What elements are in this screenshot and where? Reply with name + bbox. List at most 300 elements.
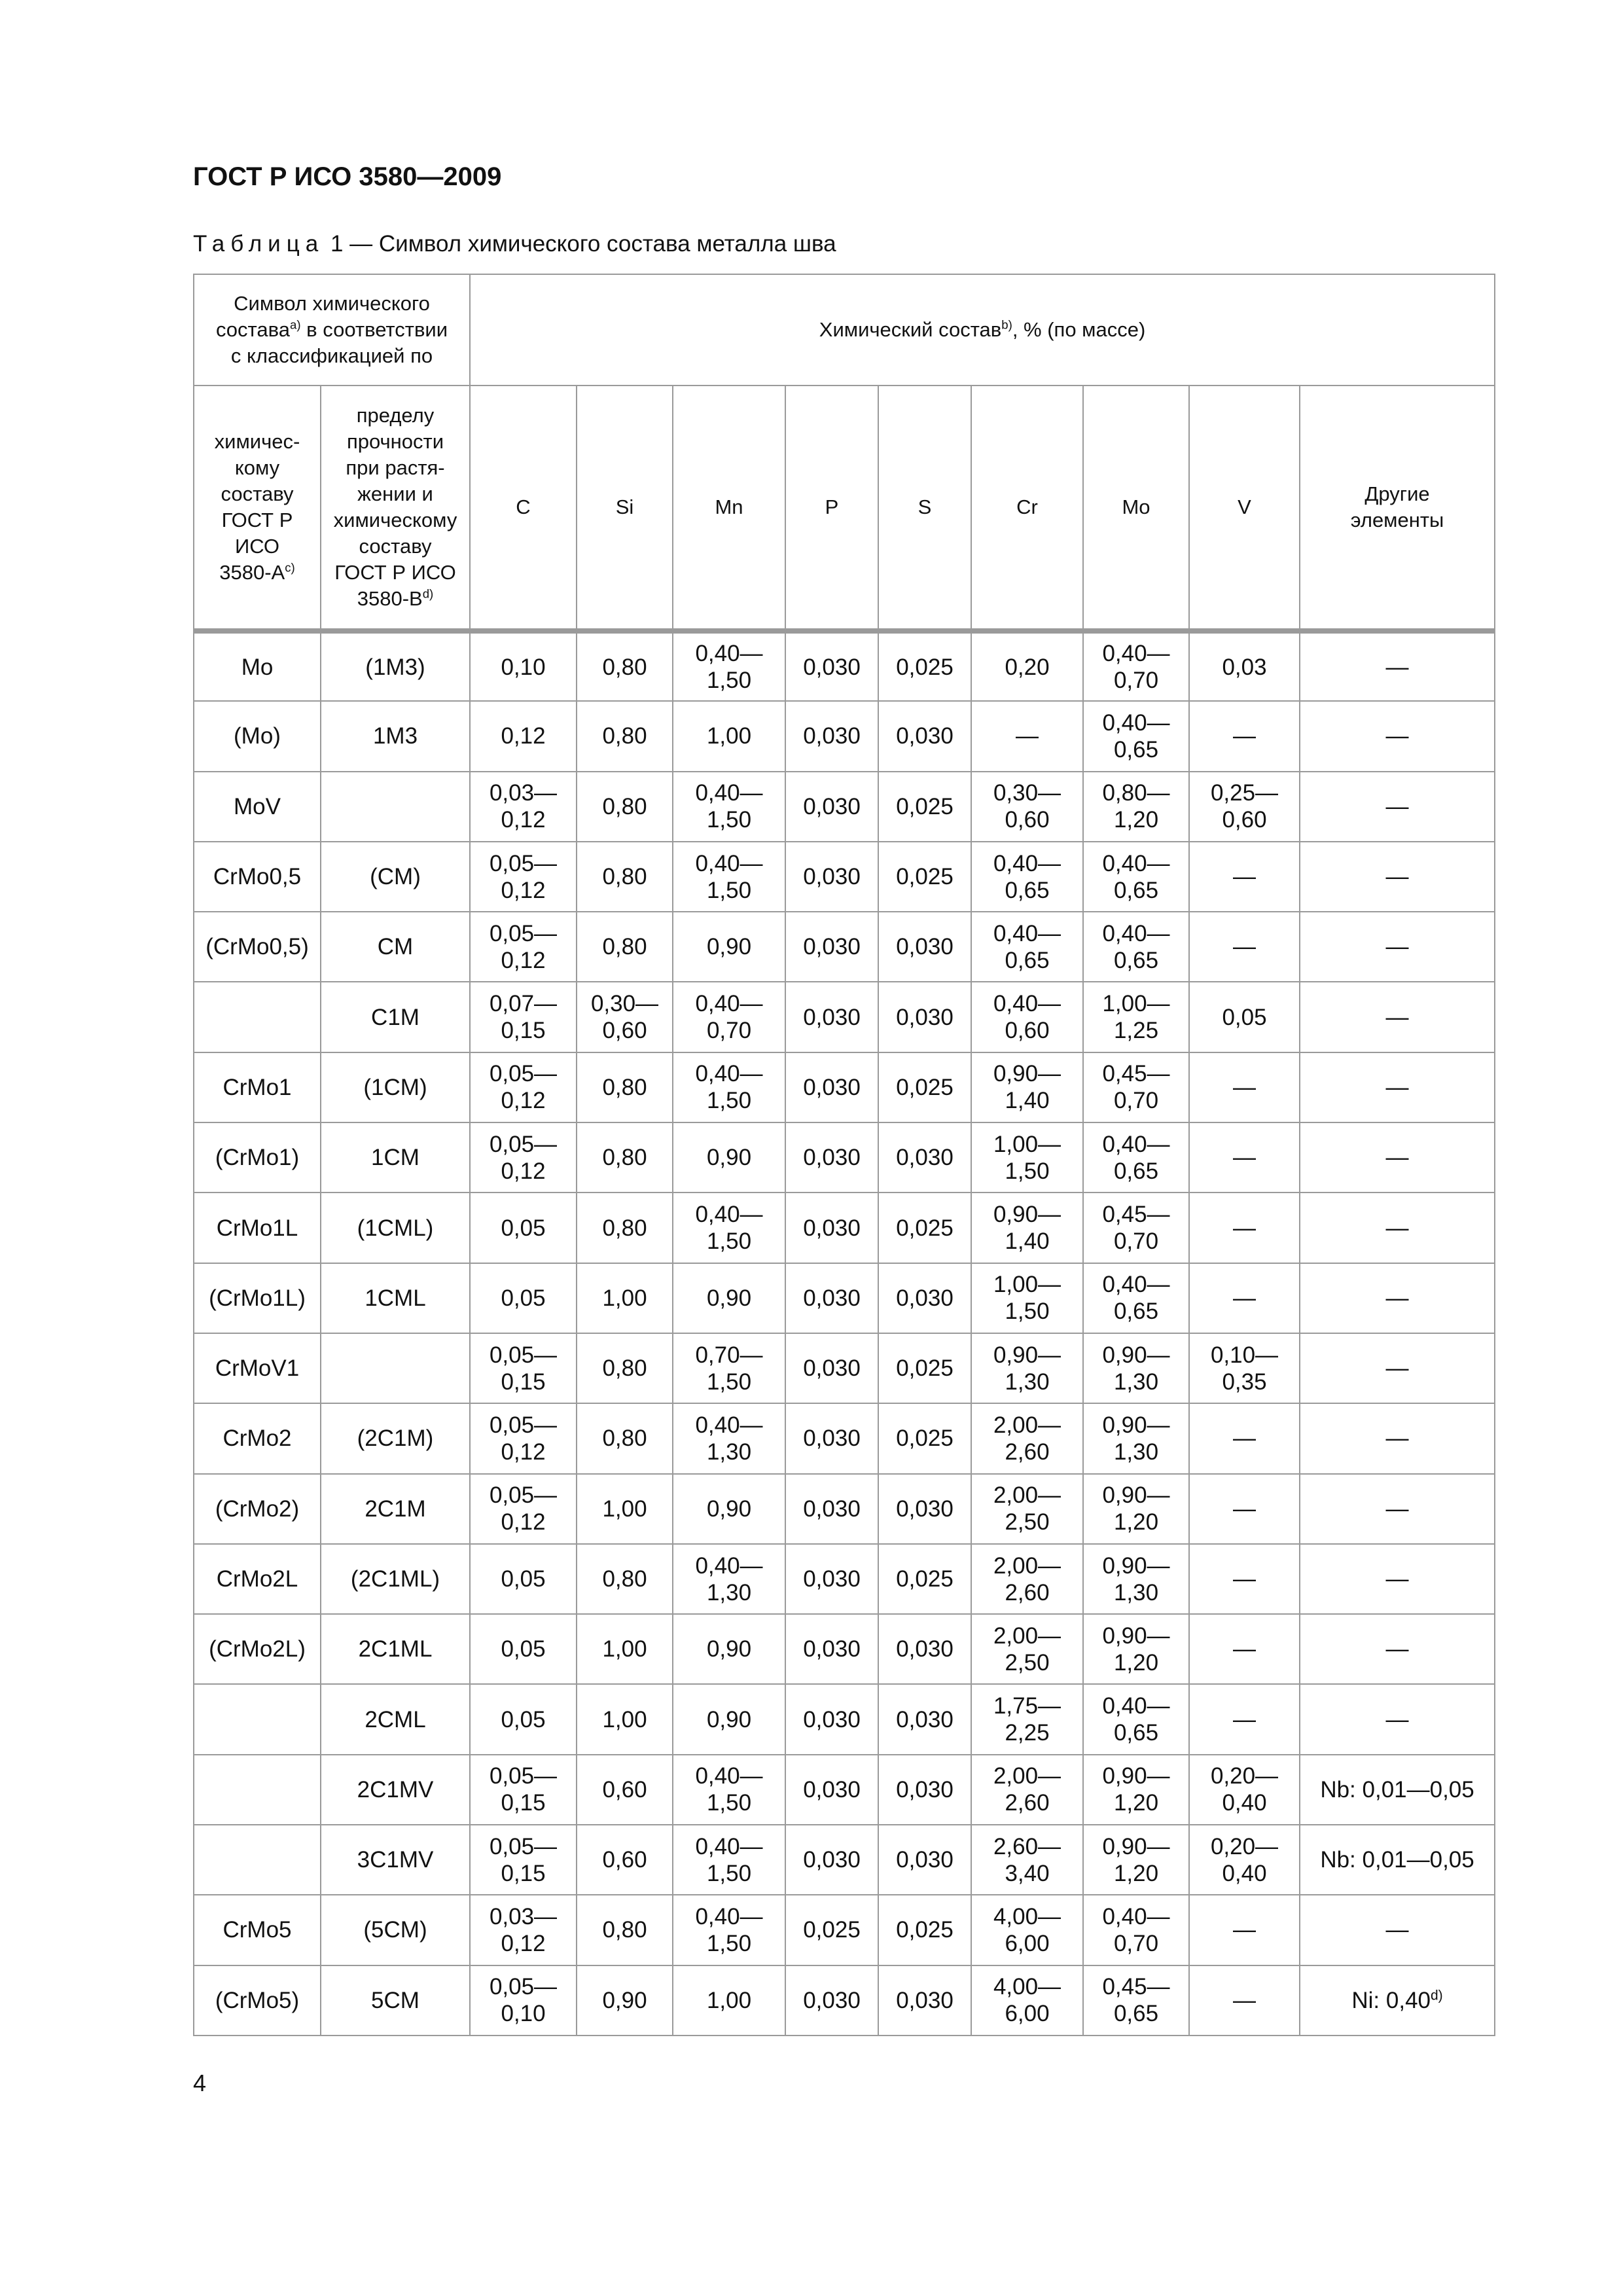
cell-value: 2C1MV bbox=[357, 1776, 434, 1803]
symbol-header-line2b: в соответствии bbox=[300, 318, 448, 341]
cell-v bbox=[1189, 1474, 1300, 1544]
cell-value: 0,05— 0,12 bbox=[489, 1061, 558, 1114]
cell-value: 2,00— 2,50 bbox=[993, 1623, 1061, 1676]
cell-p bbox=[785, 1333, 878, 1403]
table-row bbox=[194, 1193, 1495, 1263]
cell-value: 1,00 bbox=[602, 1496, 647, 1522]
cell-value: 0,40— 1,30 bbox=[695, 1552, 763, 1605]
cell-a bbox=[194, 701, 321, 771]
col-header-c: C bbox=[470, 386, 577, 631]
cell-value: 0,05— 0,15 bbox=[489, 1342, 558, 1395]
cell-value: — bbox=[1385, 1706, 1409, 1732]
cell-value: 0,030 bbox=[896, 723, 954, 749]
table-row bbox=[194, 631, 1495, 701]
cell-value: 0,05 bbox=[501, 1285, 546, 1311]
cell-s bbox=[878, 1895, 971, 1965]
cell-cr bbox=[971, 842, 1083, 912]
cell-v bbox=[1189, 1544, 1300, 1614]
cell-b bbox=[321, 1474, 470, 1544]
cell-value: 0,90— 1,30 bbox=[993, 1342, 1061, 1395]
cell-cr bbox=[971, 1122, 1083, 1193]
symbol-header-line3: с классификацией по bbox=[230, 344, 433, 367]
cell-value: — bbox=[1385, 1496, 1409, 1522]
col-header-s: S bbox=[878, 386, 971, 631]
cell-value: 0,90— 1,20 bbox=[1102, 1763, 1170, 1816]
cell-value: 4,00— 6,00 bbox=[993, 1903, 1061, 1956]
cell-value: 0,45— 0,70 bbox=[1102, 1061, 1170, 1114]
cell-c bbox=[470, 912, 577, 982]
cell-p bbox=[785, 1684, 878, 1754]
cell-other bbox=[1300, 1333, 1495, 1403]
cell-p bbox=[785, 912, 878, 982]
cell-b bbox=[321, 1122, 470, 1193]
cell-value: CrMo1L bbox=[216, 1215, 298, 1241]
composition-header-text: Химический состав bbox=[819, 318, 1002, 341]
cell-value: Ni: 0,40 bbox=[1351, 1987, 1431, 2013]
cell-value: 0,80— 1,20 bbox=[1102, 780, 1170, 833]
cell-a bbox=[194, 1684, 321, 1754]
cell-cr bbox=[971, 631, 1083, 701]
cell-p bbox=[785, 982, 878, 1052]
cell-value: 0,40— 0,65 bbox=[1102, 850, 1170, 903]
cell-value: C1M bbox=[371, 1004, 419, 1030]
cell-mo bbox=[1083, 631, 1189, 701]
cell-value: 0,40— 1,30 bbox=[695, 1412, 763, 1465]
table-row bbox=[194, 1052, 1495, 1122]
cell-mn bbox=[673, 1333, 785, 1403]
cell-value: 0,45— 0,70 bbox=[1102, 1202, 1170, 1255]
cell-value: 0,030 bbox=[803, 723, 861, 749]
cell-value: — bbox=[1233, 1074, 1256, 1100]
cell-value: 0,40— 0,65 bbox=[1102, 1693, 1170, 1746]
cell-value: 1,00 bbox=[706, 723, 752, 749]
table-row bbox=[194, 1614, 1495, 1684]
col-header-iso-b-text: пределу прочности при растя- жении и химическому составу ГОСТ Р ИСО 3580-В bbox=[333, 404, 457, 610]
cell-value: 0,030 bbox=[896, 1706, 954, 1732]
page-number: 4 bbox=[193, 2070, 207, 2096]
cell-mo bbox=[1083, 1614, 1189, 1684]
cell-value: 0,030 bbox=[803, 1426, 861, 1452]
cell-value: 1,00 bbox=[602, 1285, 647, 1311]
cell-a bbox=[194, 1965, 321, 2036]
cell-value: 0,80 bbox=[602, 1566, 647, 1592]
cell-si bbox=[577, 1333, 673, 1403]
cell-value: 3C1MV bbox=[357, 1847, 434, 1873]
cell-v bbox=[1189, 772, 1300, 842]
cell-v bbox=[1189, 1825, 1300, 1895]
cell-value: 0,80 bbox=[602, 1074, 647, 1100]
cell-c bbox=[470, 1544, 577, 1614]
cell-s bbox=[878, 1403, 971, 1473]
cell-si bbox=[577, 1895, 673, 1965]
cell-c bbox=[470, 842, 577, 912]
cell-value: (Mo) bbox=[234, 723, 281, 749]
cell-mn bbox=[673, 842, 785, 912]
cell-value: 0,40— 0,60 bbox=[993, 991, 1061, 1044]
cell-p bbox=[785, 1474, 878, 1544]
table-row bbox=[194, 1684, 1495, 1754]
cell-c bbox=[470, 1755, 577, 1825]
cell-mo bbox=[1083, 1263, 1189, 1333]
cell-value: MoV bbox=[234, 793, 281, 819]
cell-c bbox=[470, 1965, 577, 2036]
cell-value: 0,90— 1,20 bbox=[1102, 1833, 1170, 1886]
cell-cr bbox=[971, 1193, 1083, 1263]
cell-value: 1CML bbox=[365, 1285, 426, 1311]
cell-s bbox=[878, 701, 971, 771]
cell-b bbox=[321, 1544, 470, 1614]
cell-s bbox=[878, 912, 971, 982]
cell-value: 0,05— 0,12 bbox=[489, 1131, 558, 1184]
cell-v bbox=[1189, 1263, 1300, 1333]
cell-a bbox=[194, 631, 321, 701]
cell-mn bbox=[673, 1895, 785, 1965]
cell-b bbox=[321, 1895, 470, 1965]
cell-c bbox=[470, 1333, 577, 1403]
table-row bbox=[194, 912, 1495, 982]
cell-s bbox=[878, 1614, 971, 1684]
document-header: ГОСТ Р ИСО 3580—2009 bbox=[193, 162, 502, 191]
cell-value: — bbox=[1233, 934, 1256, 960]
cell-p bbox=[785, 1755, 878, 1825]
cell-c bbox=[470, 1684, 577, 1754]
cell-p bbox=[785, 1052, 878, 1122]
cell-value: 0,25— 0,60 bbox=[1210, 780, 1279, 833]
cell-value: 0,030 bbox=[803, 1004, 861, 1030]
caption-prefix: Таблица bbox=[193, 231, 325, 257]
cell-value: (CrMo1) bbox=[215, 1145, 300, 1171]
cell-b bbox=[321, 1333, 470, 1403]
cell-value: (5CM) bbox=[363, 1917, 427, 1943]
cell-value: 0,80 bbox=[602, 1145, 647, 1171]
cell-value: 0,80 bbox=[602, 934, 647, 960]
col-header-v: V bbox=[1189, 386, 1300, 631]
col-header-mn: Mn bbox=[673, 386, 785, 631]
cell-si bbox=[577, 701, 673, 771]
cell-value: 2,60— 3,40 bbox=[993, 1833, 1061, 1886]
cell-cr bbox=[971, 772, 1083, 842]
cell-value: 0,90 bbox=[706, 1636, 752, 1662]
cell-value: 0,025 bbox=[803, 1917, 861, 1943]
cell-si bbox=[577, 1684, 673, 1754]
cell-value: 0,030 bbox=[803, 1776, 861, 1803]
cell-value: 0,030 bbox=[803, 1215, 861, 1241]
cell-value: 0,40— 1,50 bbox=[695, 641, 763, 694]
cell-a bbox=[194, 1895, 321, 1965]
cell-c bbox=[470, 631, 577, 701]
table-row bbox=[194, 772, 1495, 842]
cell-value: 1,00 bbox=[602, 1706, 647, 1732]
cell-other bbox=[1300, 1895, 1495, 1965]
table-row bbox=[194, 1122, 1495, 1193]
footnote-marker: d) bbox=[1431, 1988, 1443, 2003]
cell-value: 0,60 bbox=[602, 1847, 647, 1873]
cell-value: 0,025 bbox=[896, 1566, 954, 1592]
cell-value: 1,75— 2,25 bbox=[993, 1693, 1061, 1746]
caption-text: — Символ химического состава металла шва bbox=[343, 231, 836, 257]
cell-other bbox=[1300, 912, 1495, 982]
cell-p bbox=[785, 772, 878, 842]
cell-a bbox=[194, 1122, 321, 1193]
cell-value: 0,80 bbox=[602, 1355, 647, 1382]
cell-other bbox=[1300, 1052, 1495, 1122]
cell-value: 0,030 bbox=[803, 1566, 861, 1592]
cell-value: 0,20 bbox=[1005, 654, 1050, 680]
cell-a bbox=[194, 1544, 321, 1614]
cell-c bbox=[470, 1825, 577, 1895]
cell-mn bbox=[673, 1825, 785, 1895]
cell-value: 0,030 bbox=[803, 864, 861, 890]
cell-value: 0,05 bbox=[501, 1215, 546, 1241]
cell-a bbox=[194, 982, 321, 1052]
cell-value: 0,80 bbox=[602, 654, 647, 680]
cell-p bbox=[785, 1895, 878, 1965]
cell-cr bbox=[971, 1755, 1083, 1825]
cell-value: (1CML) bbox=[357, 1215, 434, 1241]
cell-b bbox=[321, 1965, 470, 2036]
cell-mo bbox=[1083, 1052, 1189, 1122]
cell-value: — bbox=[1385, 723, 1409, 749]
cell-b bbox=[321, 772, 470, 842]
cell-a bbox=[194, 912, 321, 982]
cell-value: 0,40— 0,70 bbox=[1102, 1903, 1170, 1956]
cell-mo bbox=[1083, 1193, 1189, 1263]
cell-value: (CrMo2) bbox=[215, 1496, 300, 1522]
cell-cr bbox=[971, 1614, 1083, 1684]
cell-value: — bbox=[1233, 1145, 1256, 1171]
cell-cr bbox=[971, 1544, 1083, 1614]
cell-mn bbox=[673, 1403, 785, 1473]
cell-value: 0,03— 0,12 bbox=[489, 780, 558, 833]
table-row bbox=[194, 1403, 1495, 1473]
cell-value: — bbox=[1233, 1636, 1256, 1662]
table-row bbox=[194, 982, 1495, 1052]
cell-other bbox=[1300, 842, 1495, 912]
col-header-mo: Mo bbox=[1083, 386, 1189, 631]
cell-value: — bbox=[1233, 1496, 1256, 1522]
cell-a bbox=[194, 772, 321, 842]
cell-value: 2C1ML bbox=[358, 1636, 433, 1662]
cell-value: 0,030 bbox=[803, 1847, 861, 1873]
cell-p bbox=[785, 842, 878, 912]
cell-value: 0,025 bbox=[896, 654, 954, 680]
cell-mn bbox=[673, 1755, 785, 1825]
cell-value: — bbox=[1385, 1566, 1409, 1592]
cell-si bbox=[577, 982, 673, 1052]
cell-value: 0,030 bbox=[896, 1145, 954, 1171]
cell-value: 0,030 bbox=[803, 1285, 861, 1311]
cell-value: — bbox=[1385, 1285, 1409, 1311]
cell-value: — bbox=[1385, 1917, 1409, 1943]
col-header-iso-b bbox=[321, 386, 470, 631]
cell-value: (CrMo1L) bbox=[209, 1285, 306, 1311]
cell-mo bbox=[1083, 912, 1189, 982]
col-header-iso-a bbox=[194, 386, 321, 631]
cell-mn bbox=[673, 982, 785, 1052]
cell-p bbox=[785, 1263, 878, 1333]
cell-mo bbox=[1083, 1825, 1189, 1895]
cell-value: 0,030 bbox=[803, 1987, 861, 2013]
cell-value: 0,05 bbox=[501, 1636, 546, 1662]
cell-value: 2,00— 2,60 bbox=[993, 1552, 1061, 1605]
cell-value: — bbox=[1385, 1355, 1409, 1382]
cell-c bbox=[470, 1052, 577, 1122]
cell-v bbox=[1189, 1965, 1300, 2036]
cell-value: 0,07— 0,15 bbox=[489, 991, 558, 1044]
cell-value: (CrMo0,5) bbox=[205, 934, 309, 960]
cell-s bbox=[878, 631, 971, 701]
cell-value: 0,30— 0,60 bbox=[590, 991, 659, 1044]
cell-value: 0,90 bbox=[706, 934, 752, 960]
cell-value: — bbox=[1385, 1426, 1409, 1452]
cell-v bbox=[1189, 1755, 1300, 1825]
cell-mo bbox=[1083, 1403, 1189, 1473]
cell-value: 0,40— 0,65 bbox=[1102, 920, 1170, 973]
cell-mn bbox=[673, 1474, 785, 1544]
cell-value: 0,20— 0,40 bbox=[1210, 1833, 1279, 1886]
cell-value: 0,030 bbox=[803, 654, 861, 680]
cell-value: 0,05— 0,12 bbox=[489, 1482, 558, 1535]
cell-value: 2C1M bbox=[365, 1496, 426, 1522]
cell-other bbox=[1300, 1684, 1495, 1754]
cell-value: CrMoV1 bbox=[215, 1355, 300, 1382]
cell-mn bbox=[673, 1614, 785, 1684]
cell-value: — bbox=[1385, 1215, 1409, 1241]
cell-value: 0,030 bbox=[896, 1285, 954, 1311]
table-body bbox=[194, 631, 1495, 2036]
cell-value: 0,030 bbox=[896, 1987, 954, 2013]
cell-other bbox=[1300, 982, 1495, 1052]
cell-value: 0,030 bbox=[896, 1847, 954, 1873]
cell-cr bbox=[971, 701, 1083, 771]
cell-value: — bbox=[1385, 1145, 1409, 1171]
cell-value: 0,030 bbox=[896, 1636, 954, 1662]
cell-value: 0,05 bbox=[1222, 1004, 1267, 1030]
cell-si bbox=[577, 1825, 673, 1895]
cell-value: 2,00— 2,60 bbox=[993, 1412, 1061, 1465]
cell-c bbox=[470, 1895, 577, 1965]
cell-c bbox=[470, 1263, 577, 1333]
caption-number: 1 bbox=[330, 231, 344, 257]
cell-value: 1,00 bbox=[706, 1987, 752, 2013]
cell-p bbox=[785, 1122, 878, 1193]
cell-value: (CM) bbox=[370, 864, 421, 890]
cell-value: 0,05— 0,15 bbox=[489, 1833, 558, 1886]
cell-value: — bbox=[1233, 1566, 1256, 1592]
cell-b bbox=[321, 1193, 470, 1263]
table-row bbox=[194, 1263, 1495, 1333]
cell-mo bbox=[1083, 1333, 1189, 1403]
cell-value: (CrMo2L) bbox=[209, 1636, 306, 1662]
cell-other bbox=[1300, 1193, 1495, 1263]
cell-c bbox=[470, 1193, 577, 1263]
cell-value: 0,03 bbox=[1222, 654, 1267, 680]
cell-other bbox=[1300, 1544, 1495, 1614]
cell-value: 0,030 bbox=[896, 1776, 954, 1803]
cell-value: 0,025 bbox=[896, 793, 954, 819]
cell-other bbox=[1300, 1263, 1495, 1333]
cell-value: 0,030 bbox=[803, 1074, 861, 1100]
col-header-p: P bbox=[785, 386, 878, 631]
cell-value: CrMo0,5 bbox=[213, 864, 302, 890]
cell-other bbox=[1300, 772, 1495, 842]
cell-s bbox=[878, 772, 971, 842]
table-row bbox=[194, 1755, 1495, 1825]
cell-value: 0,60 bbox=[602, 1776, 647, 1803]
cell-si bbox=[577, 1544, 673, 1614]
cell-value: — bbox=[1233, 1917, 1256, 1943]
cell-cr bbox=[971, 1895, 1083, 1965]
cell-value: 0,80 bbox=[602, 793, 647, 819]
cell-mo bbox=[1083, 982, 1189, 1052]
cell-value: 0,40— 1,50 bbox=[695, 1763, 763, 1816]
cell-mn bbox=[673, 631, 785, 701]
cell-value: — bbox=[1233, 1706, 1256, 1732]
cell-value: 0,030 bbox=[803, 1145, 861, 1171]
cell-mn bbox=[673, 1544, 785, 1614]
cell-value: — bbox=[1233, 1426, 1256, 1452]
cell-value: 0,40— 1,50 bbox=[695, 780, 763, 833]
cell-value: 0,90— 1,20 bbox=[1102, 1482, 1170, 1535]
cell-value: — bbox=[1385, 654, 1409, 680]
cell-a bbox=[194, 1333, 321, 1403]
footnote-marker-a: a) bbox=[289, 317, 301, 332]
cell-cr bbox=[971, 1965, 1083, 2036]
cell-value: 0,05— 0,12 bbox=[489, 920, 558, 973]
cell-value: 0,80 bbox=[602, 864, 647, 890]
cell-value: — bbox=[1233, 723, 1256, 749]
cell-value: Mo bbox=[241, 654, 274, 680]
cell-value: 0,90— 1,30 bbox=[1102, 1342, 1170, 1395]
table-row bbox=[194, 701, 1495, 771]
cell-value: — bbox=[1233, 1285, 1256, 1311]
cell-a bbox=[194, 842, 321, 912]
col-header-iso-a-text: химичес- кому составу ГОСТ Р ИСО 3580-А bbox=[214, 430, 300, 584]
cell-other bbox=[1300, 631, 1495, 701]
cell-v bbox=[1189, 842, 1300, 912]
cell-value: 1CM bbox=[371, 1145, 419, 1171]
cell-other bbox=[1300, 1403, 1495, 1473]
cell-value: 0,030 bbox=[803, 1636, 861, 1662]
col-header-other-elements: Другие элементы bbox=[1300, 386, 1495, 631]
cell-mo bbox=[1083, 1895, 1189, 1965]
cell-other bbox=[1300, 1474, 1495, 1544]
cell-value: 0,030 bbox=[896, 1496, 954, 1522]
cell-mo bbox=[1083, 1965, 1189, 2036]
cell-value: — bbox=[1385, 1074, 1409, 1100]
col-header-si: Si bbox=[577, 386, 673, 631]
cell-si bbox=[577, 1193, 673, 1263]
cell-cr bbox=[971, 982, 1083, 1052]
cell-v bbox=[1189, 1895, 1300, 1965]
cell-value: 0,40— 1,50 bbox=[695, 1061, 763, 1114]
cell-value: 0,90 bbox=[706, 1285, 752, 1311]
cell-b bbox=[321, 1755, 470, 1825]
cell-si bbox=[577, 772, 673, 842]
cell-value: 0,90 bbox=[706, 1145, 752, 1171]
cell-value: 0,70— 1,50 bbox=[695, 1342, 763, 1395]
cell-value: 0,40— 0,65 bbox=[1102, 1272, 1170, 1325]
table-row bbox=[194, 1825, 1495, 1895]
cell-s bbox=[878, 1544, 971, 1614]
cell-b bbox=[321, 1052, 470, 1122]
cell-value: 4,00— 6,00 bbox=[993, 1974, 1061, 2027]
cell-value: 0,30— 0,60 bbox=[993, 780, 1061, 833]
cell-mo bbox=[1083, 842, 1189, 912]
cell-other bbox=[1300, 1122, 1495, 1193]
cell-value: 0,030 bbox=[896, 934, 954, 960]
cell-value: 0,025 bbox=[896, 1355, 954, 1382]
